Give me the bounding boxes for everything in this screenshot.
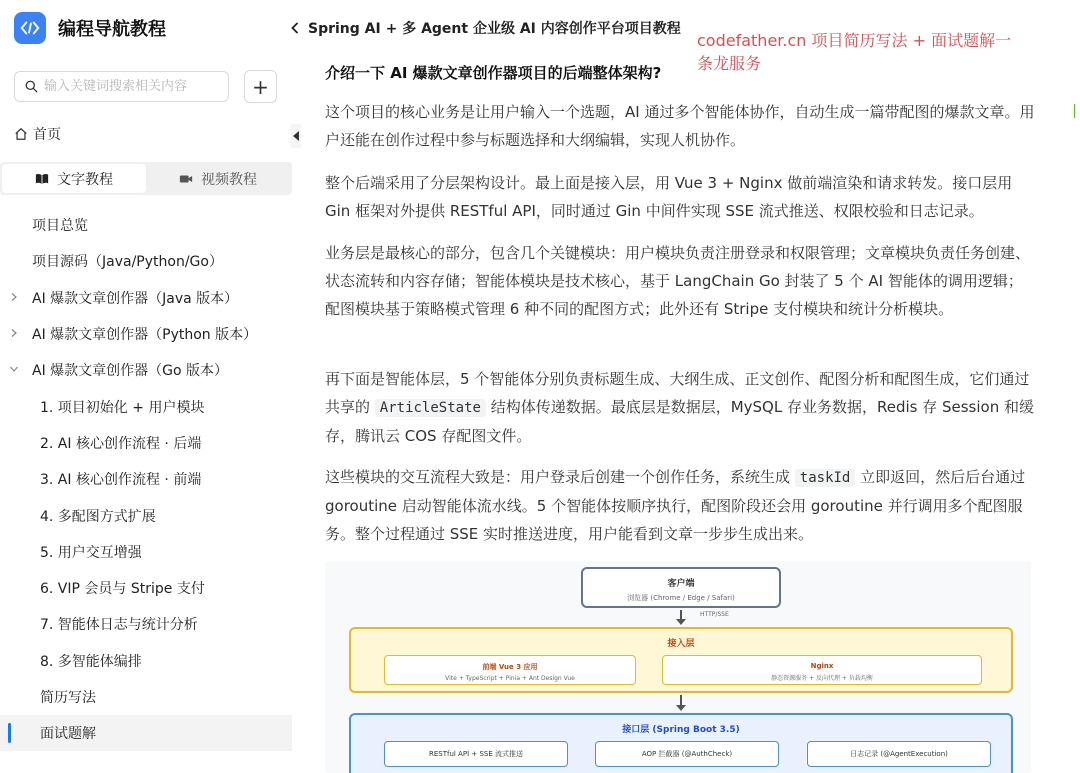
search-box[interactable] (14, 71, 229, 102)
architecture-diagram (325, 561, 1031, 773)
nav-item-python[interactable] (0, 316, 292, 352)
nav-item-chapter-3[interactable] (0, 461, 292, 497)
nav-item-interview[interactable] (0, 715, 292, 751)
sidebar (0, 0, 292, 773)
box-title: 前端 Vue 3 应用 (482, 663, 538, 671)
text-segment: 立即返回，然后后台通过 goroutine 启动智能体流水线。5 个智能体按顺序执行，配图阶段还会用 goroutine 并行调用多个配图服务。整个过程通过 SSE 实时推送进度，用户能看到文章一步步生成出来。 (325, 468, 1026, 543)
book-icon (35, 172, 49, 186)
client-title: 客户端 (667, 579, 695, 589)
text-segment: 结构体传递数据。最底层是数据层，MySQL 存业务数据，Redis 存 Session 和缓存，腾讯云 COS 存配图文件。 (325, 398, 1034, 445)
nav-item-go[interactable] (0, 352, 292, 388)
nav-item-label: 4. 多配图方式扩展 (40, 508, 156, 525)
nav-item-resume[interactable] (0, 679, 292, 715)
frontend-box (384, 655, 636, 685)
text-segment: 这些模块的交互流程大致是：用户登录后创建一个创作任务，系统生成 (325, 468, 795, 486)
api-layer-title: 接口层 (Spring Boot 3.5) (622, 725, 740, 735)
nav-item-source[interactable] (0, 243, 292, 279)
nav-item-label: 面试题解 (40, 726, 96, 743)
tab-label: 文字教程 (57, 171, 113, 188)
nav-item-label: 1. 项目初始化 + 用户模块 (40, 399, 205, 416)
box-subtitle: Vite + TypeScript + Pinia + Ant Design Vue (445, 675, 575, 682)
api-box: RESTful API + SSE 流式推送 (384, 741, 568, 767)
home-label: 首页 (33, 127, 61, 143)
logo-icon (14, 12, 46, 44)
nav-item-label: AI 爆款文章创作器（Go 版本） (32, 363, 229, 380)
chevron-left-icon (290, 22, 300, 34)
tab-text-tutorial[interactable] (2, 164, 146, 193)
caret-left-icon (292, 131, 300, 141)
nav-item-label: 简历写法 (40, 690, 96, 706)
api-box: 日志记录 (@AgentExecution) (807, 741, 991, 767)
nginx-box (662, 655, 982, 685)
paragraph-1: 这个项目的核心业务是让用户输入一个选题，AI 通过多个智能体协作，自动生成一篇带配图的爆款文章。用户还能在创作过程中参与标题选择和大纲编辑，实现人机协作。 (325, 103, 1035, 149)
paragraph-3: 业务层是最核心的部分，包含几个关键模块：用户模块负责注册登录和权限管理；文章模块负责任务创建、状态流转和内容存储；智能体模块是技术核心，基于 LangChain Go 封装了 5 个 AI 智能体的调用逻辑；配图模块基于策略模式管理 6 种不同的配图方式；此外还有 Stripe 支付模块和统计分析模块。 (325, 244, 1031, 318)
nav-item-label: 项目源码（Java/Python/Go） (32, 254, 223, 271)
client-box (581, 567, 781, 608)
nav-item-java[interactable] (0, 280, 292, 316)
nav-item-chapter-8[interactable] (0, 643, 292, 679)
home-icon (14, 127, 28, 141)
question-heading: 介绍一下 AI 爆款文章创作器项目的后端整体架构? (325, 64, 662, 82)
arrow-down (680, 610, 682, 623)
nav-item-label: 3. AI 核心创作流程 · 前端 (40, 472, 202, 489)
nav-item-label: 6. VIP 会员与 Stripe 支付 (40, 581, 205, 598)
paragraph-2: 整个后端采用了分层架构设计。最上面是接入层，用 Vue 3 + Nginx 做前端渲染和请求转发。接口层用 Gin 框架对外提供 RESTful API，同时通过 Gin 中间件实现 SSE 流式推送、权限校验和日志记录。 (325, 174, 1013, 220)
nav-item-overview[interactable] (0, 207, 292, 243)
page-title: Spring AI + 多 Agent 企业级 AI 内容创作平台项目教程 (308, 21, 681, 37)
chevron-right-icon (9, 292, 19, 302)
arrow-down (680, 695, 682, 709)
promo-link[interactable]: codefather.cn 项目简历写法 + 面试题解一条龙服务 (697, 31, 1012, 73)
tab-label: 视频教程 (201, 171, 257, 188)
nav-item-chapter-2[interactable] (0, 425, 292, 461)
nav-item-label: 8. 多智能体编排 (40, 653, 142, 670)
nav-item-chapter-6[interactable] (0, 570, 292, 606)
nav-item-label: 项目总览 (32, 218, 88, 235)
nav-item-label: 2. AI 核心创作流程 · 后端 (40, 435, 202, 452)
nav-item-chapter-1[interactable] (0, 388, 292, 424)
back-link[interactable] (290, 18, 681, 38)
tab-video-tutorial[interactable] (146, 164, 290, 193)
app-brand[interactable] (14, 12, 166, 44)
paragraph-4 (325, 365, 1035, 450)
api-layer (349, 713, 1013, 773)
access-layer (349, 627, 1013, 693)
tutorial-tabs (0, 162, 292, 195)
inline-code: taskId (795, 469, 856, 487)
nav-item-chapter-4[interactable] (0, 497, 292, 533)
nav-item-label: 5. 用户交互增强 (40, 544, 142, 561)
search-icon (25, 80, 38, 93)
chevron-right-icon (9, 328, 19, 338)
client-subtitle: 浏览器 (Chrome / Edge / Safari) (627, 594, 735, 602)
edge-marker (1074, 104, 1080, 118)
nav-item-label: AI 爆款文章创作器（Python 版本） (32, 327, 258, 344)
access-layer-title: 接入层 (667, 639, 695, 649)
text-segment: 再下面是智能体层，5 个智能体分别负责标题生成、大纲生成、正文创作、配图分析和配图生成，它们通过共享的 (325, 370, 1030, 416)
nav-item-chapter-7[interactable] (0, 606, 292, 642)
chevron-down-icon (9, 364, 19, 374)
paragraph-5 (325, 463, 1035, 548)
app-title: 编程导航教程 (58, 19, 166, 40)
nav-item-label: 7. 智能体日志与统计分析 (40, 617, 198, 634)
nav-item-label: AI 爆款文章创作器（Java 版本） (32, 290, 239, 307)
search-input[interactable] (44, 79, 224, 94)
video-icon (179, 172, 193, 186)
http-label: HTTP/SSE (700, 611, 729, 618)
nav-item-chapter-5[interactable] (0, 534, 292, 570)
box-title: Nginx (810, 662, 834, 670)
home-link[interactable] (14, 124, 61, 144)
inline-code: ArticleState (375, 399, 486, 417)
sidebar-nav (0, 207, 292, 751)
add-button[interactable]: + (244, 70, 277, 103)
box-subtitle: 静态资源服务 + 反向代理 + 负载均衡 (771, 675, 873, 682)
sidebar-collapse-button[interactable] (291, 124, 301, 148)
api-box: AOP 拦截器 (@AuthCheck) (595, 741, 779, 767)
